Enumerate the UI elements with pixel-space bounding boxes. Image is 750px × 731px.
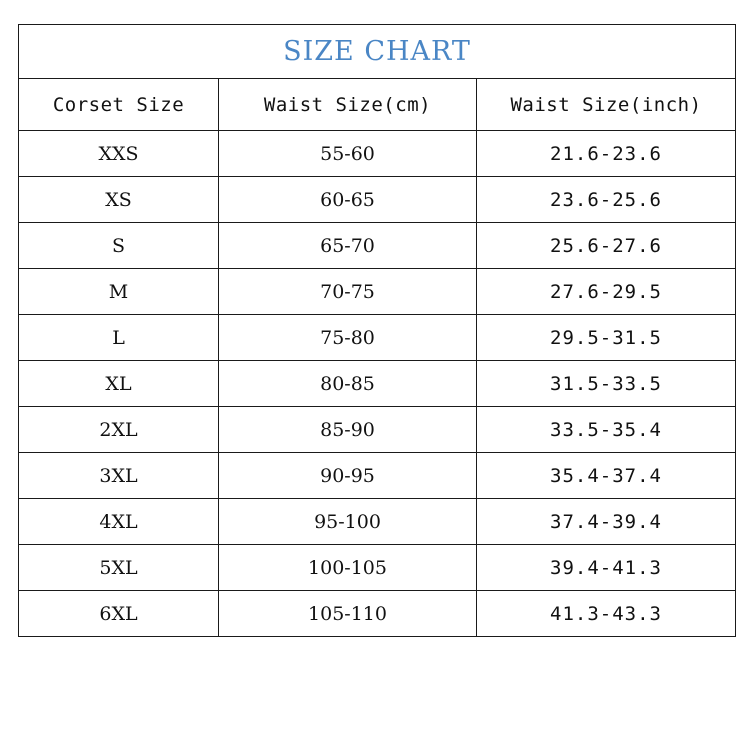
header-waist-size-inch: Waist Size(inch) (477, 79, 736, 131)
waist-inch-cell: 25.6-27.6 (477, 223, 736, 269)
waist-cm-cell: 95-100 (219, 499, 477, 545)
corset-size-cell: M (19, 269, 219, 315)
header-corset-size: Corset Size (19, 79, 219, 131)
waist-inch-cell: 23.6-25.6 (477, 177, 736, 223)
waist-inch-cell: 29.5-31.5 (477, 315, 736, 361)
waist-cm-cell: 85-90 (219, 407, 477, 453)
corset-size-cell: L (19, 315, 219, 361)
waist-inch-cell: 31.5-33.5 (477, 361, 736, 407)
waist-cm-cell: 65-70 (219, 223, 477, 269)
waist-inch-cell: 21.6-23.6 (477, 131, 736, 177)
waist-cm-cell: 105-110 (219, 591, 477, 637)
table-row (19, 545, 736, 591)
waist-inch-cell: 41.3-43.3 (477, 591, 736, 637)
title-row (19, 25, 736, 79)
corset-size-cell: XXS (19, 131, 219, 177)
size-chart-table (18, 24, 736, 637)
waist-inch-cell: 39.4-41.3 (477, 545, 736, 591)
corset-size-cell: 2XL (19, 407, 219, 453)
waist-cm-cell: 60-65 (219, 177, 477, 223)
table-row (19, 223, 736, 269)
corset-size-cell: S (19, 223, 219, 269)
waist-cm-cell: 75-80 (219, 315, 477, 361)
corset-size-cell: XL (19, 361, 219, 407)
table-row (19, 453, 736, 499)
table-row (19, 131, 736, 177)
waist-cm-cell: 80-85 (219, 361, 477, 407)
chart-title: SIZE CHART (19, 25, 736, 79)
table-row (19, 407, 736, 453)
table-row (19, 361, 736, 407)
waist-cm-cell: 100-105 (219, 545, 477, 591)
table-row (19, 591, 736, 637)
waist-inch-cell: 27.6-29.5 (477, 269, 736, 315)
table-row (19, 315, 736, 361)
waist-cm-cell: 90-95 (219, 453, 477, 499)
corset-size-cell: 4XL (19, 499, 219, 545)
header-waist-size-cm: Waist Size(cm) (219, 79, 477, 131)
waist-cm-cell: 70-75 (219, 269, 477, 315)
waist-inch-cell: 37.4-39.4 (477, 499, 736, 545)
waist-cm-cell: 55-60 (219, 131, 477, 177)
table-row (19, 499, 736, 545)
waist-inch-cell: 33.5-35.4 (477, 407, 736, 453)
corset-size-cell: 5XL (19, 545, 219, 591)
table-row (19, 177, 736, 223)
corset-size-cell: 3XL (19, 453, 219, 499)
header-row (19, 79, 736, 131)
waist-inch-cell: 35.4-37.4 (477, 453, 736, 499)
table-row (19, 269, 736, 315)
corset-size-cell: XS (19, 177, 219, 223)
corset-size-cell: 6XL (19, 591, 219, 637)
